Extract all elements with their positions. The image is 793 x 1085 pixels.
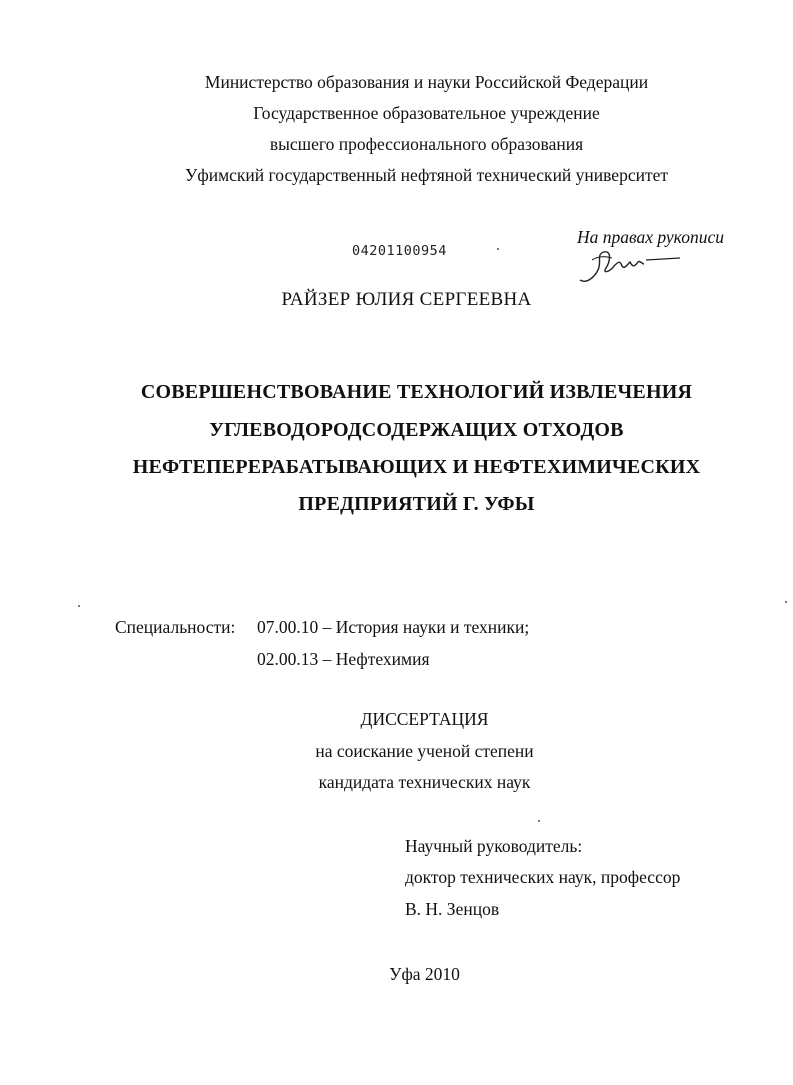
specialties-label: Специальности: [115,617,236,637]
dissertation-title-line-2: УГЛЕВОДОРОДСОДЕРЖАЩИХ ОТХОДОВ [209,419,624,441]
dissertation-heading: ДИССЕРТАЦИЯ [360,709,489,729]
specialty-item: 07.00.10 – История науки и техники; [257,617,530,637]
advisor-label: Научный руководитель: [405,836,583,856]
handwritten-signature [576,240,686,286]
scan-speck [538,820,540,822]
institution-level: высшего профессионального образования [269,134,584,154]
dissertation-title-line-4: ПРЕДПРИЯТИЙ Г. УФЫ [298,493,535,515]
manuscript-rights-note: На правах рукописи [577,227,724,247]
degree-name: кандидата технических наук [318,772,531,792]
institution-type: Государственное образовательное учреждение [253,103,600,123]
degree-purpose: на соискание ученой степени [315,741,534,761]
specialty-item: 02.00.13 – Нефтехимия [257,649,430,669]
advisor-degree: доктор технических наук, профессор [405,867,681,887]
university-name: Уфимский государственный нефтяной технический университет [184,165,669,185]
scan-speck [497,248,499,250]
ministry-name: Министерство образования и науки Российской Федерации [204,72,649,92]
author-name: РАЙЗЕР ЮЛИЯ СЕРГЕЕВНА [281,289,532,310]
advisor-name: В. Н. Зенцов [405,899,500,919]
place-and-year: Уфа 2010 [389,964,460,984]
scan-speck [785,601,787,603]
scan-speck [78,605,80,607]
dissertation-title-line-1: СОВЕРШЕНСТВОВАНИЕ ТЕХНОЛОГИЙ ИЗВЛЕЧЕНИЯ [140,381,693,403]
archive-code: 04201100954 [352,243,447,259]
dissertation-title-line-3: НЕФТЕПЕРЕРАБАТЫВАЮЩИХ И НЕФТЕХИМИЧЕСКИХ [132,456,701,478]
